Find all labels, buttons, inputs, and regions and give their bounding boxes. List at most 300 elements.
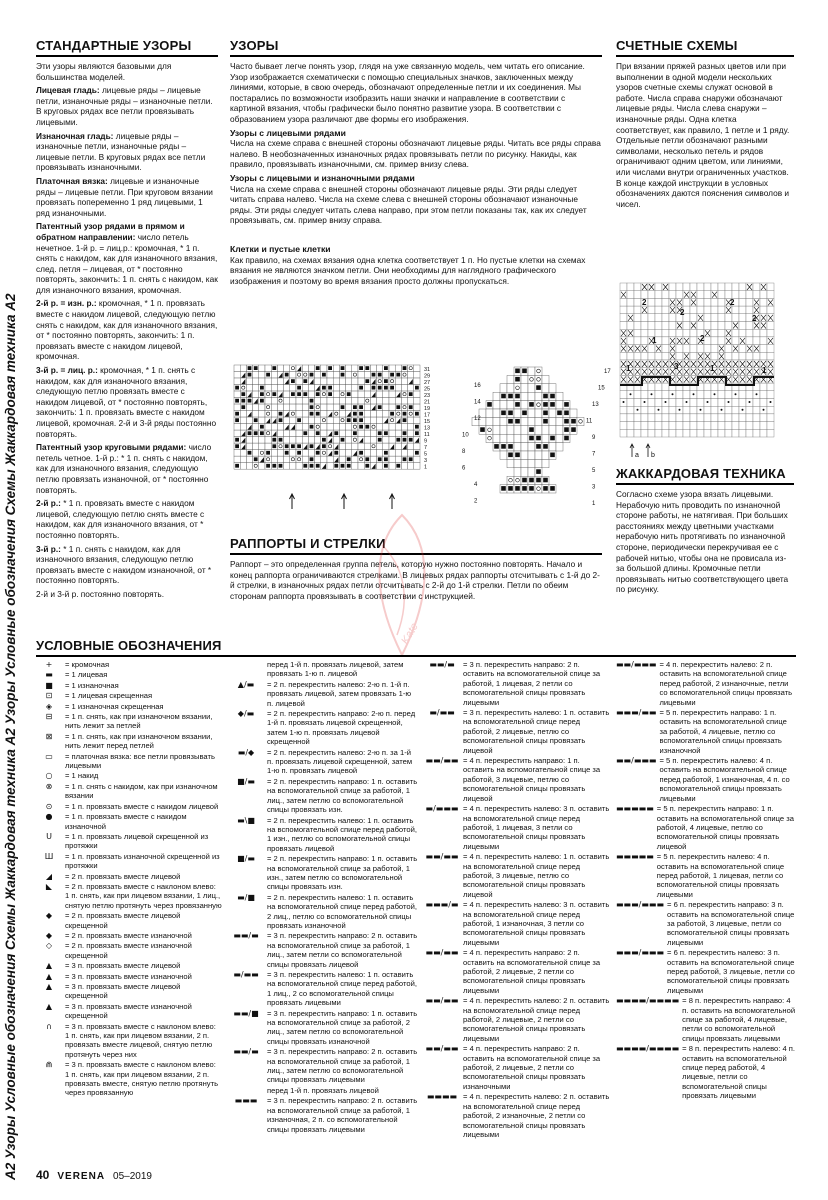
dot-mark [756,393,758,395]
standard-item-name: Лицевая гладь: [36,85,100,96]
chart-cell [662,291,669,299]
legend-text: = 2 п. провязать вместе лицевой [65,871,181,881]
chart-cell [767,422,774,430]
chart-cell [627,306,634,314]
dot-mark [658,409,660,411]
chart-cell [711,429,718,437]
chart-cell [493,409,500,417]
purl-stitch-mark [415,386,419,390]
chart-cell [315,404,321,411]
chart-cell [284,417,290,424]
chart-cell [389,437,395,444]
chart-cell [364,411,370,418]
chart-cell [284,463,290,470]
chart-cell [634,422,641,430]
chart-cell [414,378,420,385]
legend-item [616,900,796,947]
chart-cell [246,385,252,392]
chart-cell [308,450,314,457]
legend-symbol-icon: ▬▬▬/▬▬ [616,708,657,718]
chart-cell [683,322,690,330]
row-number-label: 29 [424,373,431,380]
chart-cell [327,456,333,463]
chart-cell [408,398,414,405]
legend-text: = 2 п. перекрестить направо: 1 п. оставить на вспомогательной спице за работой, 1 изн., затем петлю со вспомогательной спицы провязать изн. [267,854,418,892]
legend-text: = 3 п. перекрестить направо: 2 п. оставить на вспомогательной спице за работой, 1 изнаночная, 2 п. со вспомогательной спицы провязать лицевыми [267,1096,418,1134]
chart-cell [290,365,296,372]
chart-cell [739,429,746,437]
chart-cell [662,298,669,306]
chart-cell [414,443,420,450]
chart-cell [389,456,395,463]
chart-cell [739,422,746,430]
purl-stitch-mark [322,373,326,377]
chart-cell [277,378,283,385]
standard-patterns-title: СТАНДАРТНЫЕ УЗОРЫ [36,38,218,57]
chart-cell [655,298,662,306]
chart-cell [234,424,240,431]
row-number-label: 10 [462,432,469,439]
chart-cell [620,314,627,322]
legend-item [616,708,796,755]
chart-cell [655,291,662,299]
dot-mark [623,401,625,403]
chart-cell [253,378,259,385]
chart-cell [253,450,259,457]
chart-cell [302,398,308,405]
purl-stitch-mark [272,444,276,448]
chart-cell [333,404,339,411]
legend-symbol-icon: ▲/▬ [237,679,255,689]
legend-symbol-icon: ▬/▬▬▬ [425,804,459,814]
purl-stitch-mark [291,392,295,396]
chart-cell [500,417,507,425]
chart-cell [528,459,535,467]
purl-stitch-mark [378,457,382,461]
chart-cell [290,385,296,392]
chart-cell [556,417,563,425]
purl-stitch-mark [353,412,357,416]
chart-cell [346,404,352,411]
chart-cell [725,352,732,360]
chart-cell [683,298,690,306]
cells-title: Клетки и пустые клетки [230,243,331,254]
legend-text: = 4 п. перекрестить налево: 2 п. оставить на вспомогательной спице перед работой, 2 лицевые, 2 петли со вспомогательной спицы провязать лицевыми [463,996,610,1043]
chart-cell [514,434,521,442]
purl-stitch-mark [303,379,307,383]
legend-item [616,756,796,803]
chart-cell [690,329,697,337]
chart-cell [641,429,648,437]
chart-cell [634,298,641,306]
sidebar-text: A2 Узоры Условные обозначения Схемы Жаккардовая техника A2 Узоры Условные обозначения Схемы Жаккардовая техника A2 [3,293,18,1180]
chart-cell [711,329,718,337]
chart-cell [290,456,296,463]
chart-cell [669,283,676,291]
chart-cell [711,314,718,322]
chart-cell [767,391,774,399]
chart-cell [333,378,339,385]
chart-cell [535,417,542,425]
chart-cell [500,401,507,409]
repeats-title: РАППОРТЫ И СТРЕЛКИ [230,536,602,555]
chart-cell [753,422,760,430]
legend-item [228,816,418,854]
chart-cell [732,399,739,407]
chart-cell [370,365,376,372]
purl-stitch-mark [235,399,239,403]
purl-stitch-mark [409,438,413,442]
legend-item [36,1022,222,1060]
chart-cell [718,337,725,345]
chart-cell [620,322,627,330]
page-number: 40 [36,1168,50,1182]
chart-cell [408,417,414,424]
purl-stitch-mark [403,366,407,370]
jacquard-text: Согласно схеме узора вязать лицевыми. Нерабочую нить проводить по изнаночной стороне работы, не натягивая. При больших расстояниях между цветными участками нерабочую нить протягивать по изнаночной стороне, периодически перекручивая ее с рабочей нитью, чтобы она не провисала из-за большой длины. Кромочные петли провязывать нитью соответствующего цвета по рисунку. [616,489,789,595]
chart-cell [718,383,725,391]
legend-column-3 [424,660,610,1140]
color-number-label: 2 [730,298,735,307]
repeat-arrow-icon [630,444,634,457]
chart-cell [690,283,697,291]
purl-stitch-mark [347,418,351,422]
chart-cell [389,450,395,457]
purl-stitch-mark [522,486,527,491]
chart-cell [271,450,277,457]
purl-stitch-mark [235,386,239,390]
chart-cell [271,378,277,385]
legend-symbol-icon: ▬▬▬ [234,1096,258,1106]
chart-cell [277,456,283,463]
chart-cell [315,372,321,379]
chart-cell [259,372,265,379]
purl-stitch-mark [353,405,357,409]
chart-cell [760,291,767,299]
chart-cell [718,298,725,306]
chart-cell [486,426,493,434]
legend-symbol-icon: ▲ [45,1001,53,1011]
chart-cell [767,352,774,360]
chart-cell [655,383,662,391]
purl-stitch-mark [543,402,548,407]
legend-item [228,1086,418,1095]
chart-cell [321,404,327,411]
chart-cell [408,443,414,450]
chart-cell [383,404,389,411]
purl-stitch-mark [235,438,239,442]
chart-cell [690,406,697,414]
chart-cell [753,414,760,422]
legend-symbol-icon: ○ [45,771,53,781]
dot-mark [721,409,723,411]
row-number-label: 13 [592,402,599,408]
purl-stitch-mark [378,405,382,409]
purl-stitch-mark [403,438,407,442]
chart-cell [364,404,370,411]
chart-cell [648,422,655,430]
chart-cell [732,429,739,437]
chart-cell [514,443,521,451]
chart-cell [358,463,364,470]
chart-cell [648,352,655,360]
purl-stitch-mark [384,386,388,390]
chart-cell [271,404,277,411]
chart-cell [308,385,314,392]
row-number-label: 17 [424,412,431,419]
legend-item [36,911,222,930]
chart-cell [389,365,395,372]
chart-cell [739,345,746,353]
legend-item [36,691,222,700]
chart-cell [389,378,395,385]
purl-stitch-mark [297,451,301,455]
knit-purl-rows-chart [460,363,610,515]
legend-item [36,872,222,881]
chart-cell [648,429,655,437]
standard-item-text: лицевые ряды – изнаночные петли, изнаночные ряды – лицевые петли. В круговых рядах все петли провязывать изнаночными. [36,130,206,173]
chart-cell [739,314,746,322]
chart-cell [302,365,308,372]
repeats-text: Раппорт – это определенная группа петель, которую нужно постоянно повторять. Начало и конец раппорта ограничиваются стрелками. В лицевых рядах раппорты отсчитывать с 1-й до 2-й стрелки, в изнаночных рядах петли отсчитывать с 2-й до 1-й стрелки. Петли по обеим сторонам раппорта провязывать в соответствии с инструкцией. [230,559,600,601]
chart-cell [725,322,732,330]
legend-item [616,996,796,1043]
purl-stitch-mark [515,486,520,491]
chart-cell [321,365,327,372]
chart-cell [259,463,265,470]
legend-text: = 2 п. перекрестить налево: 2-ю п. 1-й п. провязать лицевой, затем провязать 1-ю п. лицевой [267,679,412,708]
chart-cell [528,468,535,476]
knit-rows-title: Узоры с лицевыми рядами [230,127,346,138]
standard-item-name: 3-й р.: [36,543,61,554]
chart-cell [284,391,290,398]
chart-cell [346,424,352,431]
purl-stitch-mark [384,431,388,435]
chart-cell [277,404,283,411]
legend-item [228,1047,418,1085]
chart-cell [669,399,676,407]
chart-cell [704,391,711,399]
purl-stitch-mark [536,444,541,449]
chart-cell [634,329,641,337]
color-number-label: 2 [680,308,685,317]
purl-stitch-mark [279,438,283,442]
purl-stitch-mark [316,392,320,396]
chart-cell [486,409,493,417]
chart-cell [690,414,697,422]
chart-cell [377,365,383,372]
legend-item [228,709,418,747]
chart-cell [327,443,333,450]
chart-cell [641,352,648,360]
chart-cell [760,306,767,314]
dot-mark [770,401,772,403]
chart-cell [246,456,252,463]
chart-cell [346,385,352,392]
chart-cell [333,411,339,418]
chart-cell [760,399,767,407]
purl-stitch-mark [536,436,541,441]
legend-item [424,804,610,851]
purl-stitch-mark [241,392,245,396]
chart-cell [500,384,507,392]
purl-stitch-mark [303,431,307,435]
legend-text: = 8 п. перекрестить налево: 4 п. оставить на вспомогательной спице перед работой, 4 лицевые, петли со вспомогательной спицы провязать лицевыми [682,1044,796,1101]
chart-cell [346,450,352,457]
chart-cell [732,283,739,291]
legend-text: = 6 п. перекрестить направо: 3 п. оставить на вспомогательной спице за работой, 3 лицевые, петли со вспомогательной спицы провязать лицевыми [667,900,795,947]
row-number-label: 1 [424,464,428,471]
chart-cell [711,345,718,353]
chart-cell [296,424,302,431]
chart-cell [746,352,753,360]
standard-item-text: число петель нечетное. 1-й р. = лиц.р.: кромочная, * 1 п. снять с накидом, как для изнаночного вязания, след. петля – лицевая, от * постоянно повторять, закончить: 1 п. снять с накидом, как для изнаночного вязания, кромочная. [36,231,218,295]
legend-item [228,854,418,892]
chart-cell [648,414,655,422]
chart-cell [352,463,358,470]
chart-cell [641,422,648,430]
chart-cell [634,352,641,360]
chart-cell [760,329,767,337]
chart-cell [327,398,333,405]
chart-cell [265,437,271,444]
chart-cell [549,384,556,392]
legend-item [36,1002,222,1021]
chart-cell [542,426,549,434]
knit-purl-rows-text: Числа на схеме справа с внешней стороны обозначают лицевые ряды. Эти ряды следует читать справа налево. Числа на схеме слева с внешней стороны обозначают изнаночные ряды. Эти ряды следует читать слева направо, при этом петли показаны так, как их следует провязывать, см. пример внизу справа. [230,183,587,226]
chart-cell [662,337,669,345]
chart-cell [246,378,252,385]
chart-cell [339,417,345,424]
row-number-label: 23 [424,393,431,400]
legend-text: = 3 п. провязать вместе лицевой скрещенной [65,982,181,1001]
chart-cell [655,422,662,430]
chart-cell [240,417,246,424]
chart-cell [333,424,339,431]
chart-cell [284,398,290,405]
row-number-label: 31 [424,367,431,373]
purl-stitch-mark [341,464,345,468]
legend-text: = 3 п. перекрестить направо: 2 п. оставить на вспомогательной спице за работой, 1 лицевая, 2 петли со вспомогательной спицы провязать лицевыми [463,660,601,707]
chart-cell [648,399,655,407]
legend-item [36,670,222,679]
purl-stitch-mark [529,478,534,483]
purl-stitch-mark [529,436,534,441]
chart-cell [535,485,542,493]
patterns-section [230,38,602,289]
legend-text: = 1 п. провязать вместе с накидом лицевой [65,801,219,811]
chart-cell [414,463,420,470]
chart-cell [725,414,732,422]
chart-cell [514,409,521,417]
standard-item-text: кромочная, * 1 п. снять с накидом, как для изнаночного вязания, следующую петлю провязать вместе с накидом лицевой, от * постоянно повторять, закончить: 1 п. провязать вместе с накидом лицевой, кромочная. 2-й и 3-й ряды постоянно повторять. [36,365,217,439]
purl-stitch-mark [248,366,252,370]
purl-stitch-mark [501,411,506,416]
chart-cell [725,345,732,353]
standard-items-list [36,85,218,599]
chart-cell [704,322,711,330]
legend-text: = 5 п. перекрестить направо: 1 п. оставить на вспомогательной спице за работой, 4 лицевые, петлю со вспомогательной спицы провязать изнаночной [659,708,787,755]
standard-item-name: 2-й р. = изн. р.: [36,298,97,309]
purl-stitch-mark [291,379,295,383]
chart-cell [704,314,711,322]
chart-cell [333,437,339,444]
row-number-label: 4 [474,482,478,488]
legend-text: = 1 лицевая [65,670,108,680]
purl-stitch-mark [550,402,555,407]
purl-stitch-mark [522,369,527,374]
purl-stitch-mark [316,412,320,416]
chart-cell [277,424,283,431]
standard-item-text: число петель четное. 1-й р.: * 1 п. снять с накидом, как для изнаночного вязания, следующую петлю провязать изнаночной, от * постоянно повторять. [36,442,212,495]
chart-cell [370,443,376,450]
chart-cell [648,322,655,330]
purl-stitch-mark [396,438,400,442]
chart-cell [284,437,290,444]
chart-cell [277,443,283,450]
chart-cell [389,424,395,431]
chart-cell [704,414,711,422]
legend-text: = 3 п. перекрестить налево: 1 п. оставить на вспомогательной спице перед работой, 1 лиц., 2 со вспомогательной спицы провязать лицевыми [267,970,417,1008]
chart-cell [697,391,704,399]
legend-text: = 2 п. перекрестить налево: 1 п. оставить на вспомогательной спице перед работой, 1 изн., петлю со вспомогательной спицы провязать лицевой [267,815,417,853]
legend-item [616,852,796,899]
purl-stitch-mark [480,427,485,432]
chart-cell [627,352,634,360]
dot-mark [763,409,765,411]
chart-cell [389,398,395,405]
standard-item [36,131,218,173]
magazine-brand: VERENA [57,1171,106,1182]
chart-cell [389,463,395,470]
chart-cell [535,367,542,375]
chart-cell [634,314,641,322]
purl-stitch-mark [515,402,520,407]
legend-symbol-icon: ▬▬▬/▬ [425,900,459,910]
patterns-title: УЗОРЫ [230,38,602,57]
chart-cell [414,417,420,424]
legend-symbol-icon: U [46,831,52,841]
chart-cell [746,306,753,314]
chart-cell [358,391,364,398]
chart-cell [507,384,514,392]
chart-cell [414,372,420,379]
chart-cell [535,426,542,434]
chart-cell [339,398,345,405]
chart-cell [408,463,414,470]
color-number-label: 1 [626,364,631,373]
purl-stitch-mark [372,373,376,377]
legend-text: = 2 п. перекрестить налево: 2-ю п. за 1-й п. провязать лицевой скрещенной, затем 1-ю п. провязать лицевой [267,747,413,776]
purl-stitch-mark [564,419,569,424]
legend-item [228,1009,418,1047]
chart-cell [641,314,648,322]
purl-stitch-mark [384,451,388,455]
purl-stitch-mark [279,418,283,422]
color-number-label: 1 [652,336,657,345]
purl-stitch-mark [501,486,506,491]
chart-cell [271,456,277,463]
chart-cell [364,398,370,405]
standard-item-name: Патентный узор рядами в прямом и обратном направлении: [36,221,185,242]
chart-cell [690,352,697,360]
chart-cell [648,383,655,391]
purl-stitch-mark [557,411,562,416]
dot-mark [714,393,716,395]
legend-text: = 5 п. перекрестить направо: 1 п. оставить на вспомогательной спице за работой, 4 лицевые, петлю со вспомогательной спицы провязать лицевой [656,804,794,851]
chart-cell [296,411,302,418]
count-chart [612,281,796,461]
